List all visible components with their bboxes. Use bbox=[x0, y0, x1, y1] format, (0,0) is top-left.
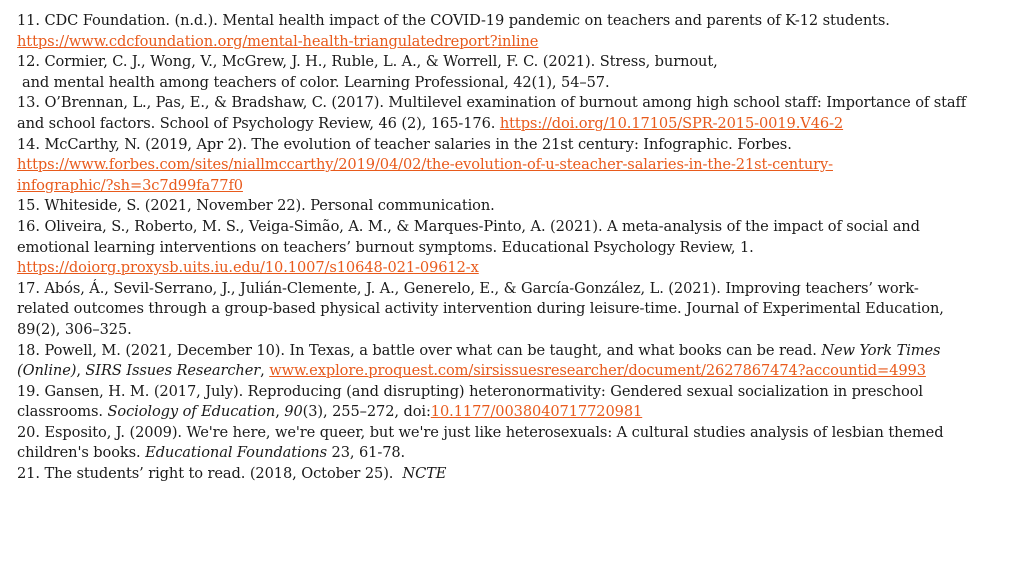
reference-14-link-continued[interactable]: infographic/?sh=3c7d99fa77f0 bbox=[17, 176, 243, 194]
reference-18: 18. Powell, M. (2021, December 10). In Texas, a battle over what can be taught, and what books can be read. New York Times bbox=[17, 341, 941, 359]
reference-11: 11. CDC Foundation. (n.d.). Mental health impact of the COVID-19 pandemic on teachers and parents of K-12 students. bbox=[17, 12, 890, 29]
reference-20: 20. Esposito, J. (2009). We're here, we're queer, but we're just like heterosexuals: A cultural studies analysis of lesbian themed bbox=[17, 423, 944, 441]
reference-list: 11. CDC Foundation. (n.d.). Mental health impact of the COVID-19 pandemic on teachers and parents of K-12 students. https://www.cdcfoundation.org/mental-health-triangulatedreport?inline 12. Cormier, C. J., Wong, V., McGrew, J. H., Ruble, L. A., & Worrell, F. C. (2021). Stress, burnout, and mental health among teachers of color. Learning Professional, 42(1), 54–57. 13. O’Brennan, L., Pas, E., & Bradshaw, C. (2017). Multilevel examination of burnout among high school staff: Importance of staff and school factors. School of Psychology Review, 46 (2), 165-176. https://doi.org/10.17105/SPR-2015-0019.V46-2 14. McCarthy, N. (2019, Apr 2). The evolution of teacher salaries in the 21st century: Infographic. Forbes. https://www.forbes.com/sites/niallmccarthy/2019/04/02/the-evolution-of-u-steacher-salaries-in-the-21st-century- infographic/?sh=3c7d99fa77f0 15. Whiteside, S. (2021, November 22). Personal communication. 16. Oliveira, S., Roberto, M. S., Veiga-Simão, A. M., & Marques-Pinto, A. (2021). A meta-analysis of the impact of social and emotional learning interventions on teachers’ burnout symptoms. Educational Psychology Review, 1. https://doiorg.proxysb.uits.iu.edu/10.1007/s10648-021-09612-x 17. Abós, Á., Sevil-Serrano, J., Julián-Clemente, J. A., Generelo, E., & García-González, L. (2021). Improving teachers’ work- related outcomes through a group-based physical activity intervention during leisure-time. Journal of Experimental Education, 89(2), 306–325. 18. Powell, M. (2021, December 10). In Texas, a battle over what can be taught, and what books can be read. New York Times (Online), SIRS Issues Researcher, www.explore.proquest.com/sirsissuesresearcher/document/2627867474?accountid=4993 19. Gansen, H. M. (2017, July). Reproducing (and disrupting) heteronormativity: Gendered sexual socialization in preschool classrooms. Sociology of Education, 90(3), 255–272, doi:10.1177/0038040717720981 20. Esposito, J. (2009). We're here, we're queer, but we're just like heterosexuals: A cultural studies analysis of lesbian themed children's books. Educational Foundations 23, 61-78. 21. The students’ right to read. (2018, October 25). NCTE bbox=[17, 11, 1012, 485]
reference-11-link[interactable]: https://www.cdcfoundation.org/mental-health-triangulatedreport?inline bbox=[17, 32, 539, 50]
reference-16: 16. Oliveira, S., Roberto, M. S., Veiga-Simão, A. M., & Marques-Pinto, A. (2021). A meta-analysis of the impact of social and bbox=[17, 217, 920, 235]
reference-17: 17. Abós, Á., Sevil-Serrano, J., Julián-Clemente, J. A., Generelo, E., & García-González, L. (2021). Improving teachers’ work- bbox=[17, 279, 919, 297]
reference-18-link[interactable]: www.explore.proquest.com/sirsissuesresearcher/document/2627867474?accountid=4993 bbox=[269, 362, 926, 380]
reference-16-link[interactable]: https://doiorg.proxysb.uits.iu.edu/10.1007/s10648-021-09612-x bbox=[17, 259, 479, 277]
reference-14-link[interactable]: https://www.forbes.com/sites/niallmccarthy/2019/04/02/the-evolution-of-u-steacher-salaries-in-the-21st-century- bbox=[17, 156, 833, 174]
reference-19: 19. Gansen, H. M. (2017, July). Reproducing (and disrupting) heteronormativity: Gendered sexual socialization in preschool bbox=[17, 382, 923, 400]
reference-14: 14. McCarthy, N. (2019, Apr 2). The evolution of teacher salaries in the 21st century: Infographic. Forbes. bbox=[17, 135, 792, 153]
reference-13: 13. O’Brennan, L., Pas, E., & Bradshaw, C. (2017). Multilevel examination of burnout among high school staff: Importance of staff bbox=[17, 94, 967, 112]
reference-21: 21. The students’ right to read. (2018, October 25). NCTE bbox=[17, 465, 447, 483]
reference-15: 15. Whiteside, S. (2021, November 22). Personal communication. bbox=[17, 197, 495, 215]
reference-19-link[interactable]: 10.1177/0038040717720981 bbox=[430, 403, 643, 421]
reference-13-link[interactable]: https://doi.org/10.17105/SPR-2015-0019.V46-2 bbox=[499, 114, 844, 132]
reference-12: 12. Cormier, C. J., Wong, V., McGrew, J. H., Ruble, L. A., & Worrell, F. C. (2021). Stress, burnout, bbox=[17, 53, 718, 71]
